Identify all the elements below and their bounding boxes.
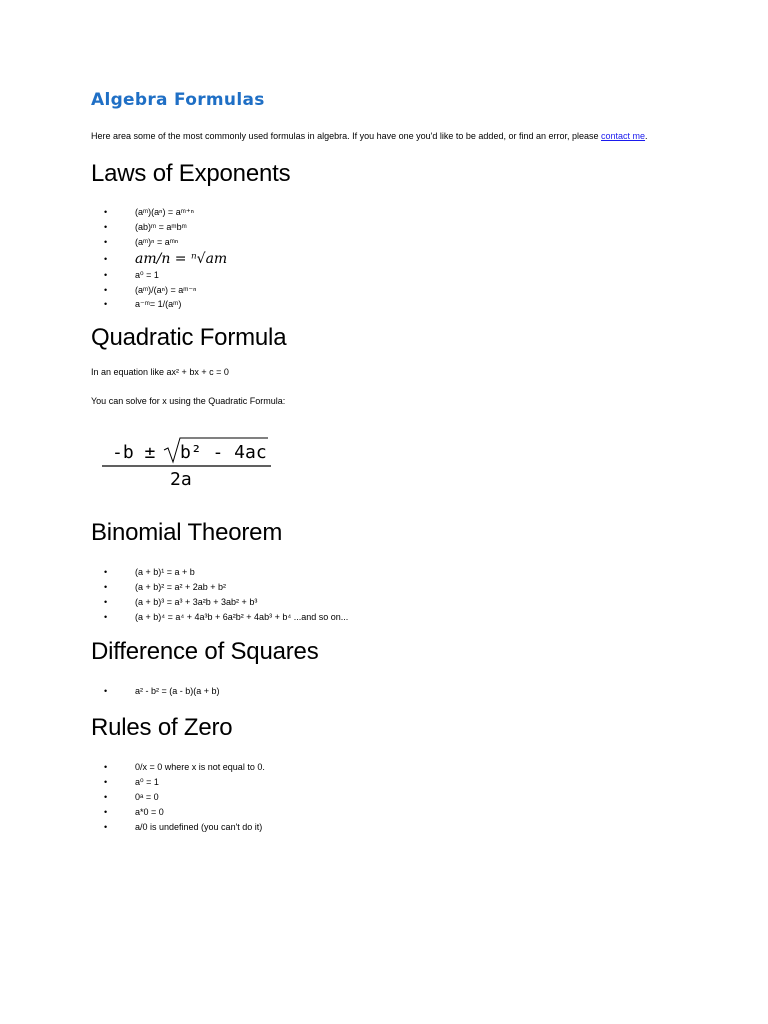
bullet: •: [104, 776, 108, 787]
bullet: •: [104, 762, 108, 772]
bullet: •: [104, 284, 108, 295]
bullet: •: [104, 581, 108, 592]
bullet: •: [104, 821, 108, 832]
bullet: •: [104, 236, 108, 247]
intro-paragraph: [91, 131, 648, 141]
exponents-list: [104, 205, 227, 312]
heading-quadratic-formula: Quadratic Formula: [91, 324, 287, 351]
formula-numerator-left: -b ±: [112, 442, 156, 463]
squares-list: [104, 684, 220, 699]
bullet: •: [104, 806, 108, 817]
bullet: •: [104, 253, 108, 264]
heading-rules-of-zero: Rules of Zero: [91, 714, 233, 741]
quadratic-line-2: You can solve for x using the Quadratic Formula:: [91, 396, 286, 406]
list-item: • (a + b)³ = a³ + 3a²b + 3ab² + b³: [104, 595, 348, 610]
bullet: •: [104, 269, 108, 280]
list-item: • (a + b)¹ = a + b: [104, 565, 348, 580]
intro-after: .: [645, 131, 648, 141]
list-item: • a² - b² = (a - b)(a + b): [104, 684, 220, 699]
list-item: • a⁰ = 1: [104, 268, 227, 283]
binomial-list: [104, 565, 348, 625]
heading-binomial-theorem: Binomial Theorem: [91, 519, 283, 546]
list-item: • a⁻ᵐ= 1/(aᵐ): [104, 297, 227, 312]
zero-list: [104, 760, 265, 834]
list-item: • (aᵐ)(aⁿ) = aᵐ⁺ⁿ: [104, 205, 227, 220]
list-item: • 0ᵃ = 0: [104, 790, 265, 805]
bullet: •: [104, 611, 108, 622]
bullet: •: [104, 596, 108, 607]
contact-link[interactable]: contact me: [601, 131, 646, 141]
bullet: •: [104, 207, 108, 217]
bullet: •: [104, 299, 108, 310]
intro-text: Here area some of the most commonly used formulas in algebra. If you have one you'd like to be added, or find an error, please: [91, 131, 602, 141]
bullet: •: [104, 686, 108, 696]
list-item: • a⁰ = 1: [104, 775, 265, 790]
list-item: • a*0 = 0: [104, 805, 265, 820]
list-item: • (aᵐ)ⁿ = aᵐⁿ: [104, 235, 227, 250]
bullet: •: [104, 791, 108, 802]
quadratic-line-1: In an equation like ax² + bx + c = 0: [91, 367, 229, 377]
list-item: • (a + b)⁴ = a⁴ + 4a³b + 6a²b² + 4ab³ + b⁴ ...and so on...: [104, 610, 348, 625]
list-item: • (ab)ᵐ = aᵐbᵐ: [104, 220, 227, 235]
list-item: • a/0 is undefined (you can't do it): [104, 820, 265, 835]
list-item: • (a + b)² = a² + 2ab + b²: [104, 580, 348, 595]
heading-laws-of-exponents: Laws of Exponents: [91, 160, 291, 187]
formula-radicand: b² - 4ac: [180, 442, 267, 463]
bullet: •: [104, 221, 108, 232]
list-item: • am/n = ⁿ√am: [104, 250, 228, 267]
list-item: • 0/x = 0 where x is not equal to 0.: [104, 760, 265, 775]
quadratic-formula-image: [96, 430, 276, 494]
page-title: Algebra Formulas: [91, 90, 265, 110]
formula-denominator: 2a: [170, 469, 192, 490]
heading-difference-of-squares: Difference of Squares: [91, 638, 319, 665]
list-item: • (aᵐ)/(aⁿ) = aᵐ⁻ⁿ: [104, 283, 227, 298]
bullet: •: [104, 567, 108, 577]
